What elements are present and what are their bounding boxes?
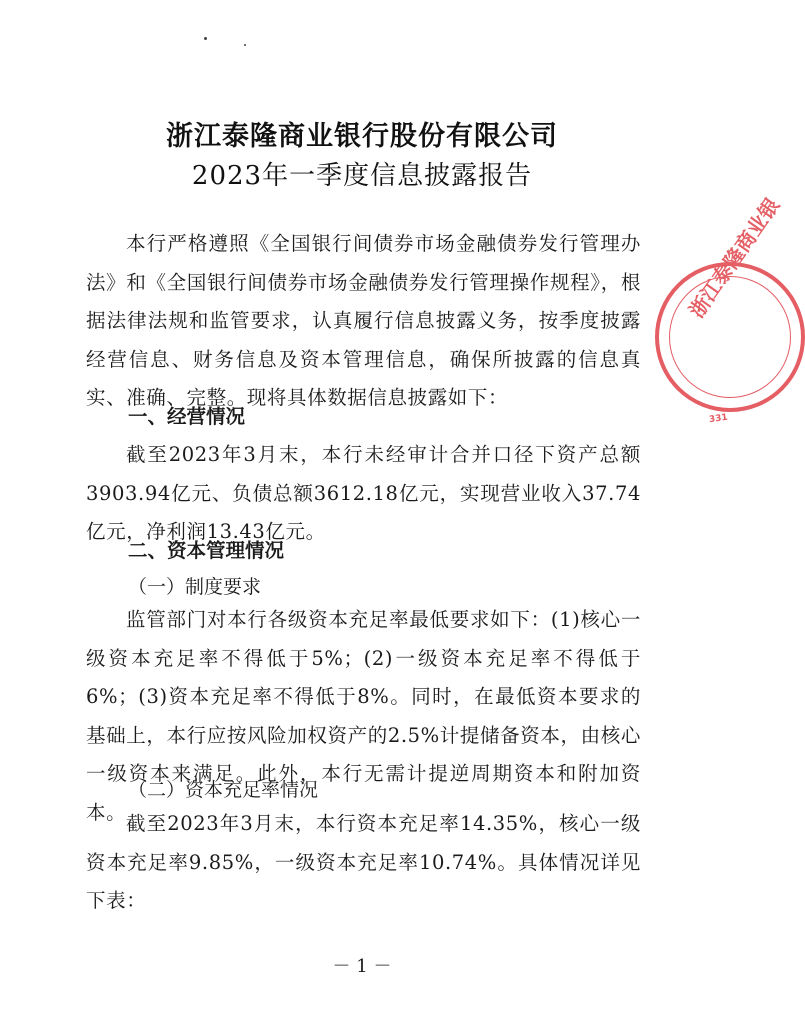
scan-speck [204, 37, 207, 40]
company-seal-stamp [655, 193, 805, 426]
seal-text: 浙江泰隆商业银 [684, 193, 785, 323]
seal-number: 331 [708, 412, 729, 426]
operations-paragraph: 截至2023年3月末，本行未经审计合并口径下资产总额3903.94亿元、负债总额3612.18亿元，实现营业收入37.74亿元，净利润13.43亿元。 [86, 443, 641, 543]
subheading-requirements: （一）制度要求 [128, 576, 262, 598]
page-number: － 1 － [332, 956, 392, 977]
capital-ratio-paragraph: 截至2023年3月末，本行资本充足率14.35%，核心一级资本充足率9.85%，一级资本充足率10.74%。具体情况详见下表： [86, 812, 641, 912]
requirements-paragraph: 监管部门对本行各级资本充足率最低要求如下：(1)核心一级资本充足率不得低于5%；(2)一级资本充足率不得低于6%；(3)资本充足率不得低于8%。同时，在最低资本要求的基础上，本行应按风险加权资产的2.5%计提储备资本，由核心一级资本来满足。此外，本行无需计提逆周期资本和附加资本。 [86, 608, 641, 824]
subheading-capital-ratio: （二）资本充足率情况 [128, 779, 319, 801]
document-title: 浙江泰隆商业银行股份有限公司 [166, 121, 558, 152]
section-heading-operations: 一、经营情况 [128, 405, 246, 428]
seal-inner-ring [669, 276, 791, 398]
scan-speck [244, 44, 246, 46]
document-subtitle: 2023年一季度信息披露报告 [191, 161, 533, 191]
section-heading-capital: 二、资本管理情况 [128, 539, 285, 562]
intro-paragraph: 本行严格遵照《全国银行间债券市场金融债券发行管理办法》和《全国银行间债券市场金融债券发行管理操作规程》，根据法律法规和监管要求，认真履行信息披露义务，按季度披露经营信息、财务信息及资本管理信息，确保所披露的信息真实、准确、完整。现将具体数据信息披露如下： [86, 232, 641, 409]
